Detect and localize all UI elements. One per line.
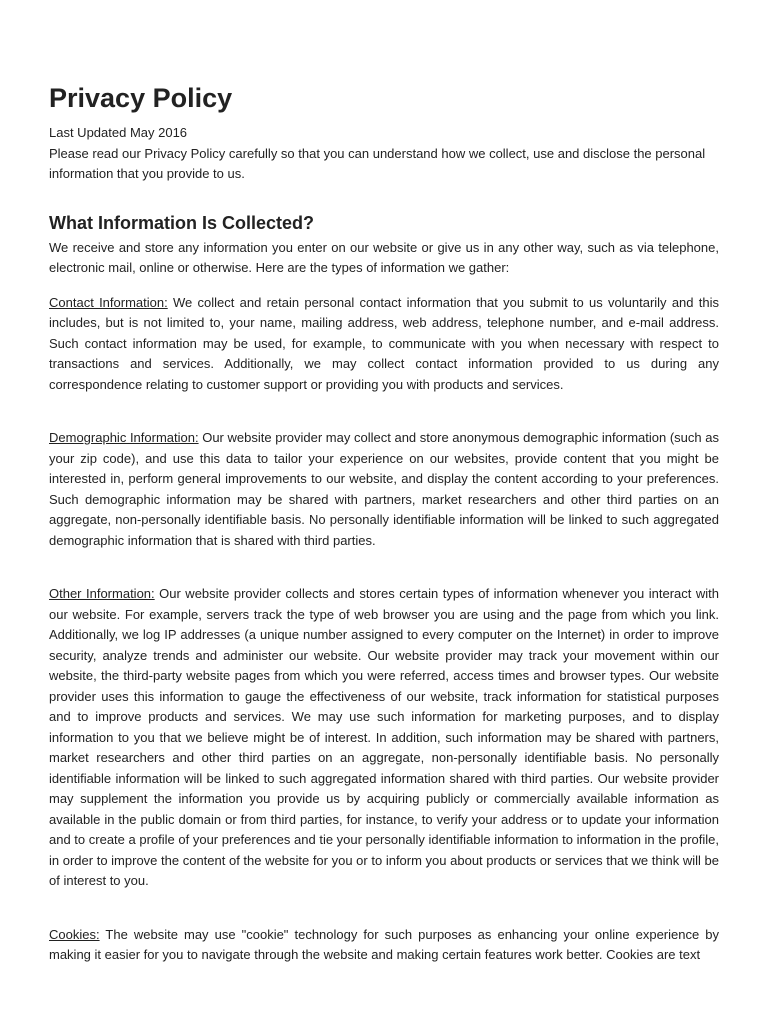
other-information-term: Other Information:: [49, 586, 155, 601]
contact-information-paragraph: [49, 293, 719, 396]
cookies-section: [49, 925, 719, 966]
collected-intro-paragraph: We receive and store any information you enter on our website or give us in any other way, such as via telephone, electronic mail, online or otherwise. Here are the types of information we gather:: [49, 239, 719, 275]
demographic-information-paragraph: [49, 428, 719, 551]
page-title: Privacy Policy: [49, 83, 233, 113]
cookies-term: Cookies:: [49, 926, 100, 942]
cookies-text: The website may use "cookie" technology for such purposes as enhancing your online experience by making it easier for you to navigate through the website and making certain features work better. Cookies are text: [49, 926, 719, 962]
intro-paragraph: Please read our Privacy Policy carefully so that you can understand how we collect, use and disclose the personal information that you provide to us.: [49, 145, 706, 181]
other-information-text: Our website provider collects and stores certain types of information whenever you interact with our website. For example, servers track the type of web browser you are using and the page from which you link. Additionally, we log IP addresses (a unique number assigned to every computer on the Internet) in order to improve security, analyze trends and administer our website. Our website provider may track your movement within our website, the third-party website pages from which you were referred, access times and browser types. Our website provider uses this information to gauge the effectiveness of our website, track information for statistical purposes and to improve products and services. We may use such information for marketing purposes, and to display information to you that we believe might be of interest. In addition, such information may be shared with partners, market researchers and other third parties on an aggregate, non-personally identifiable basis. No personally identifiable information will be linked to such aggregated information shared with third parties. Our website provider may supplement the information you provide us by acquiring publicly or commercially available information as available in the public domain or from third parties, for instance, to verify your address or to update your information and to create a profile of your preferences and tie your personally identifiable information to information in the profile, in order to improve the content of the website for you or to inform you about products or services that we think will be of interest to you.: [49, 586, 719, 888]
other-information-section: [49, 584, 719, 892]
contact-information-text: We collect and retain personal contact information that you submit to us voluntarily and this includes, but is not limited to, your name, mailing address, web address, telephone number, and e-mail address. Such contact information may be used, for example, to communicate with you when necessary with respect to transactions and services. Additionally, we may collect contact information provided to us during any correspondence relating to customer support or providing you with products and services.: [49, 294, 719, 392]
other-information-paragraph: [49, 584, 719, 892]
demographic-information-section: [49, 428, 719, 551]
contact-information-term: Contact Information:: [49, 294, 168, 310]
contact-information-section: [49, 293, 719, 396]
demographic-information-term: Demographic Information:: [49, 430, 199, 445]
document-page: [49, 80, 719, 966]
cookies-paragraph: [49, 925, 719, 966]
last-updated: Last Updated May 2016: [49, 125, 188, 140]
section-heading-collected: What Information Is Collected?: [49, 212, 315, 233]
demographic-information-text: Our website provider may collect and store anonymous demographic information (such as your zip code), and use this data to tailor your experience on our websites, provide content that you might be interested in, perform general improvements to our website, and display the content according to your preferences. Such demographic information may be shared with partners, market researchers and other third parties on an aggregate, non-personally identifiable basis. No personally identifiable information will be linked to such aggregated demographic information that is shared with third parties.: [49, 430, 719, 548]
